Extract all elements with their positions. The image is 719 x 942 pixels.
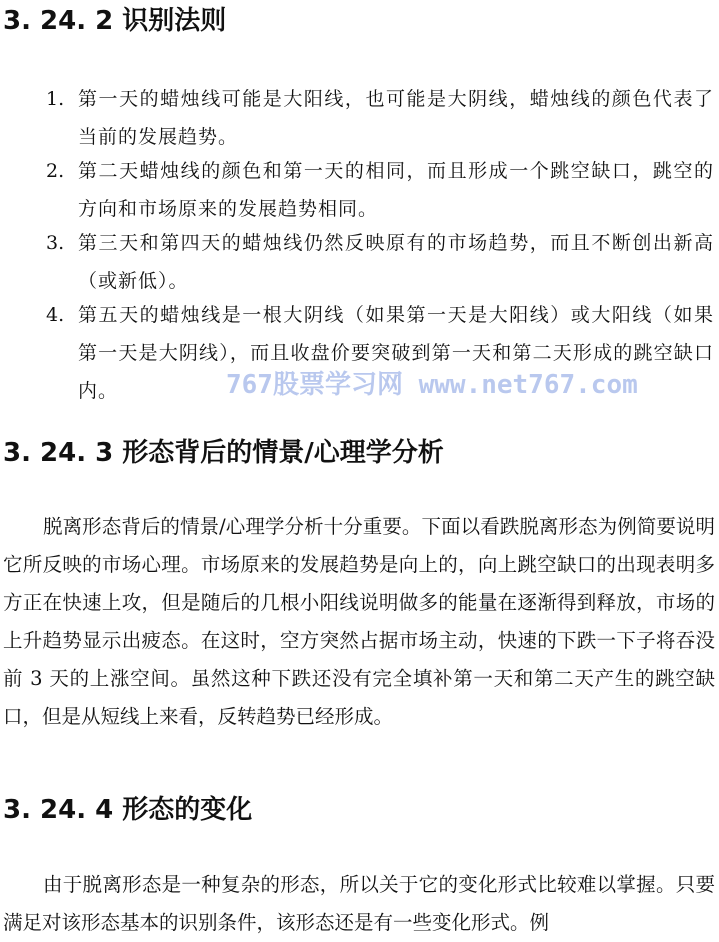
section-heading-3-24-2: 3. 24. 2 识别法则 [3, 6, 227, 36]
rule-text: 第二天蜡烛线的颜色和第一天的相同，而且形成一个跳空缺口，跳空的方向和市场原来的发展趋势相同。 [78, 160, 714, 220]
watermark-text: 767股票学习网 www.net767.com [226, 370, 638, 400]
rule-text: 第一天的蜡烛线可能是大阳线，也可能是大阴线，蜡烛线的颜色代表了当前的发展趋势。 [78, 88, 714, 148]
psychology-paragraph: 脱离形态背后的情景/心理学分析十分重要。下面以看跌脱离形态为例简要说明它所反映的市场心理。市场原来的发展趋势是向上的，向上跳空缺口的出现表明多方正在快速上攻，但是随后的几根小阳线说明做多的能量在逐渐得到释放，市场的上升趋势显示出疲态。在这时，空方突然占据市场主动，快速的下跌一下子将吞没前 3 天的上涨空间。虽然这种下跌还没有完全填补第一天和第二天产生的跳空缺口，但是从短线上来看，反转趋势已经形成。 [3, 515, 715, 728]
rule-number: 4. [46, 304, 65, 326]
section-heading-3-24-4: 3. 24. 4 形态的变化 [3, 795, 253, 825]
rule-number: 2. [46, 160, 65, 182]
rule-text: 第三天和第四天的蜡烛线仍然反映原有的市场趋势，而且不断创出新高（或新低）。 [78, 232, 714, 292]
rule-number: 1. [46, 88, 65, 110]
rule-number: 3. [46, 232, 65, 254]
rule-text: 第五天的蜡烛线是一根大阴线（如果第一天是大阳线）或大阳线（如果第一天是大阴线），而且收盘价要突破到第一天和第二天形成的跳空缺口内。 [78, 304, 714, 402]
section-heading-3-24-3: 3. 24. 3 形态背后的情景/心理学分析 [3, 438, 444, 468]
variation-paragraph: 由于脱离形态是一种复杂的形态，所以关于它的变化形式比较难以掌握。只要满足对该形态基本的识别条件，该形态还是有一些变化形式。例 [3, 873, 715, 934]
